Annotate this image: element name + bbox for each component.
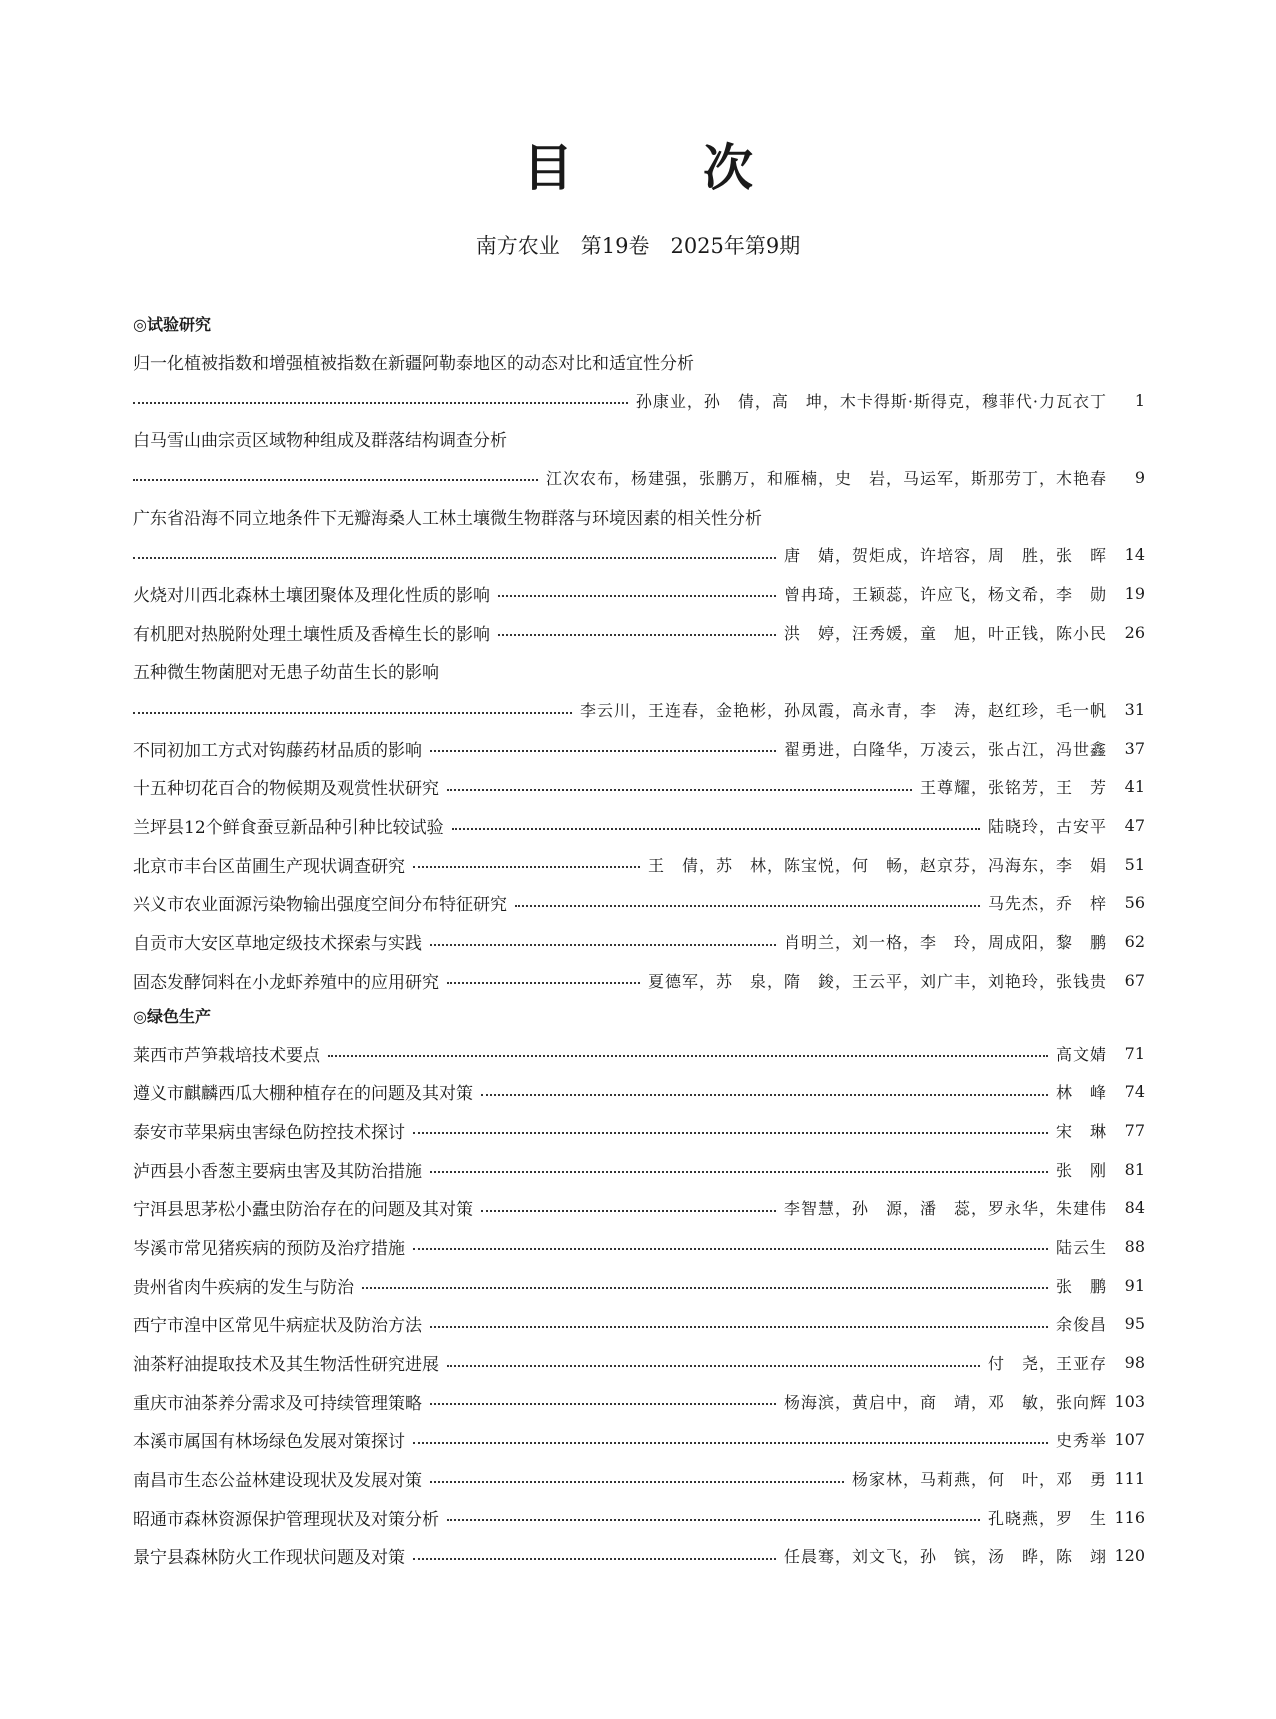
dot-leader [430,1403,776,1405]
page-number: 1 [1134,390,1145,410]
page-number: 47 [1124,816,1145,836]
toc-entry-title-row[interactable] [133,342,1145,381]
article-title: 固态发酵饲料在小龙虾养殖中的应用研究 [133,972,439,993]
toc-entry[interactable] [133,1421,1145,1460]
article-title: 昭通市森林资源保护管理现状及对策分析 [133,1509,439,1530]
toc-entry[interactable] [133,613,1145,652]
toc-entry[interactable] [133,1343,1145,1382]
dot-leader [133,402,628,404]
dot-leader [430,1171,1048,1173]
toc-entry[interactable] [133,845,1145,884]
page-number: 41 [1124,777,1145,797]
article-authors: 孙康业，孙 倩，高 坤，木卡得斯·斯得克，穆菲代·力瓦衣丁 [635,391,1107,411]
toc-entry[interactable] [133,961,1145,1000]
article-authors: 江次农布，杨建强，张鹏万，和雁楠，史 岩，马运军，斯那劳丁，木艳春 [545,468,1107,488]
toc-entry-title-row[interactable] [133,652,1145,691]
article-title: 白马雪山曲宗贡区域物种组成及群落结构调查分析 [133,431,507,452]
page-number: 9 [1134,467,1145,487]
article-title: 宁洱县思茅松小蠹虫防治存在的问题及其对策 [133,1200,473,1221]
article-authors: 杨海滨，黄启中，商 靖，邓 敏，张向辉 [783,1392,1107,1412]
article-authors: 孔晓燕，罗 生 [987,1508,1107,1528]
dot-leader [413,1442,1048,1444]
toc-entry[interactable] [133,1072,1145,1111]
page-number: 95 [1124,1314,1145,1334]
toc-entry[interactable] [133,768,1145,807]
article-authors: 李智慧，孙 源，潘 蕊，罗永华，朱建伟 [783,1199,1107,1219]
article-title: 贵州省肉牛疾病的发生与防治 [133,1277,354,1298]
page-number: 116 [1114,1507,1145,1527]
page-number: 103 [1114,1391,1145,1411]
dot-leader [413,1558,776,1560]
article-authors: 王 倩，苏 林，陈宝悦，何 畅，赵京芬，冯海东，李 娟 [647,855,1107,875]
dot-leader [515,905,980,907]
page-number: 14 [1124,545,1145,565]
dot-leader [430,1326,1048,1328]
page-number: 31 [1124,700,1145,720]
dot-leader [498,634,776,636]
dot-leader [452,828,980,830]
article-title: 重庆市油茶养分需求及可持续管理策略 [133,1393,422,1414]
toc-entry[interactable] [133,1266,1145,1305]
page-number: 120 [1114,1546,1145,1566]
article-authors: 洪 婷，汪秀媛，童 旭，叶正钱，陈小民 [783,623,1107,643]
toc-entry[interactable] [133,1459,1145,1498]
article-authors: 林 峰 [1055,1083,1107,1103]
article-authors: 李云川，王连春，金艳彬，孙凤霞，高永青，李 涛，赵红珍，毛一帆 [579,701,1107,721]
page-number: 91 [1124,1275,1145,1295]
article-title: 遵义市麒麟西瓜大棚种植存在的问题及其对策 [133,1084,473,1105]
page-number: 74 [1124,1082,1145,1102]
article-authors: 陆云生 [1055,1237,1107,1257]
page-number: 98 [1124,1353,1145,1373]
dot-leader [430,1481,844,1483]
page-number: 81 [1124,1159,1145,1179]
article-title: 五种微生物菌肥对无患子幼苗生长的影响 [133,663,439,684]
toc-entry[interactable] [133,729,1145,768]
article-authors: 唐 婧，贺炬成，许培容，周 胜，张 晖 [783,546,1107,566]
toc-entry[interactable] [133,1111,1145,1150]
dot-leader [447,982,640,984]
article-authors: 夏德军，苏 泉，隋 鋑，王云平，刘广丰，刘艳玲，张钱贵 [647,971,1107,991]
dot-leader [430,944,776,946]
article-title: 泸西县小香葱主要病虫害及其防治措施 [133,1161,422,1182]
toc-entry[interactable] [133,806,1145,845]
article-authors: 曾冉琦，王颖蕊，许应飞，杨文希，李 勋 [783,584,1107,604]
article-authors: 陆晓玲，古安平 [987,817,1107,837]
article-authors: 余俊昌 [1055,1315,1107,1335]
page-number: 26 [1124,622,1145,642]
article-title: 本溪市属国有林场绿色发展对策探讨 [133,1432,405,1453]
toc-entry[interactable] [133,1188,1145,1227]
toc-entry-title-row[interactable] [133,497,1145,536]
dot-leader [133,712,572,714]
dot-leader [498,595,776,597]
article-authors: 张 鹏 [1055,1276,1107,1296]
article-title: 南昌市生态公益林建设现状及发展对策 [133,1471,422,1492]
article-title: 兴义市农业面源污染物输出强度空间分布特征研究 [133,895,507,916]
page-title: 目 次 [523,139,793,197]
article-authors: 史秀举 [1055,1431,1107,1451]
article-title: 景宁县森林防火工作现状问题及对策 [133,1548,405,1569]
toc-entry-detail-row[interactable] [133,535,1145,574]
article-authors: 任晨骞，刘文飞，孙 镔，汤 晔，陈 翊 [783,1547,1107,1567]
article-authors: 翟勇进，白隆华，万凌云，张占江，冯世鑫 [783,739,1107,759]
dot-leader [481,1210,776,1212]
dot-leader [430,750,776,752]
article-title: 不同初加工方式对钩藤药材品质的影响 [133,740,422,761]
toc-entry[interactable] [133,1382,1145,1421]
article-title: 兰坪县12个鲜食蚕豆新品种引种比较试验 [133,818,444,839]
article-title: 岑溪市常见猪疾病的预防及治疗措施 [133,1238,405,1259]
article-title: 火烧对川西北森林土壤团聚体及理化性质的影响 [133,585,490,606]
page-number: 71 [1124,1043,1145,1063]
dot-leader [413,1132,1048,1134]
page-number: 19 [1124,583,1145,603]
article-title: 西宁市湟中区常见牛病症状及防治方法 [133,1316,422,1337]
dot-leader [447,789,912,791]
toc-entry-title-row[interactable] [133,419,1145,458]
article-title: 归一化植被指数和增强植被指数在新疆阿勒泰地区的动态对比和适宜性分析 [133,353,694,374]
article-authors: 杨家林，马莉燕，何 叶，邓 勇 [851,1470,1107,1490]
article-title: 莱西市芦笋栽培技术要点 [133,1045,320,1066]
article-authors: 高文婧 [1055,1044,1107,1064]
dot-leader [413,1248,1048,1250]
article-authors: 马先杰，乔 梓 [987,894,1107,914]
toc-entry[interactable] [133,1537,1145,1576]
dot-leader [413,866,640,868]
page-number: 111 [1114,1469,1145,1489]
toc-entry[interactable] [133,574,1145,613]
page-number: 84 [1124,1198,1145,1218]
article-authors: 宋 琳 [1055,1121,1107,1141]
article-authors: 付 尧，王亚存 [987,1354,1107,1374]
article-authors: 王尊耀，张铭芳，王 芳 [919,778,1107,798]
section-heading: ◎绿色生产 [133,1006,211,1026]
toc-entry[interactable] [133,922,1145,961]
table-of-contents [133,308,1145,1575]
toc-entry-detail-row[interactable] [133,458,1145,497]
article-title: 广东省沿海不同立地条件下无瓣海桑人工林土壤微生物群落与环境因素的相关性分析 [133,508,762,529]
page-number: 37 [1124,738,1145,758]
dot-leader [481,1094,1048,1096]
toc-entry[interactable] [133,1227,1145,1266]
dot-leader [328,1055,1048,1057]
toc-entry[interactable] [133,1498,1145,1537]
dot-leader [362,1287,1048,1289]
dot-leader [447,1365,980,1367]
article-authors: 肖明兰，刘一格，李 玲，周成阳，黎 鹏 [783,933,1107,953]
article-title: 北京市丰台区苗圃生产现状调查研究 [133,856,405,877]
page-number: 62 [1124,932,1145,952]
article-title: 泰安市苹果病虫害绿色防控技术探讨 [133,1122,405,1143]
page-number: 67 [1124,970,1145,990]
toc-entry[interactable] [133,1305,1145,1344]
dot-leader [133,557,776,559]
page-number: 56 [1124,893,1145,913]
journal-issue-subtitle: 南方农业 第19卷 2025年第9期 [475,234,801,258]
page-number: 77 [1124,1120,1145,1140]
toc-entry[interactable] [133,1150,1145,1189]
page-number: 107 [1114,1430,1145,1450]
toc-entry[interactable] [133,884,1145,923]
dot-leader [133,479,538,481]
toc-entry[interactable] [133,1034,1145,1073]
article-title: 有机肥对热脱附处理土壤性质及香樟生长的影响 [133,624,490,645]
page-number: 88 [1124,1236,1145,1256]
section-heading: ◎试验研究 [133,315,211,334]
article-title: 油茶籽油提取技术及其生物活性研究进展 [133,1355,439,1376]
toc-entry-detail-row[interactable] [133,381,1145,420]
dot-leader [447,1519,980,1521]
article-title: 自贡市大安区草地定级技术探索与实践 [133,934,422,955]
page-number: 51 [1124,854,1145,874]
toc-entry-detail-row[interactable] [133,690,1145,729]
article-authors: 张 刚 [1055,1160,1107,1180]
article-title: 十五种切花百合的物候期及观赏性状研究 [133,779,439,800]
